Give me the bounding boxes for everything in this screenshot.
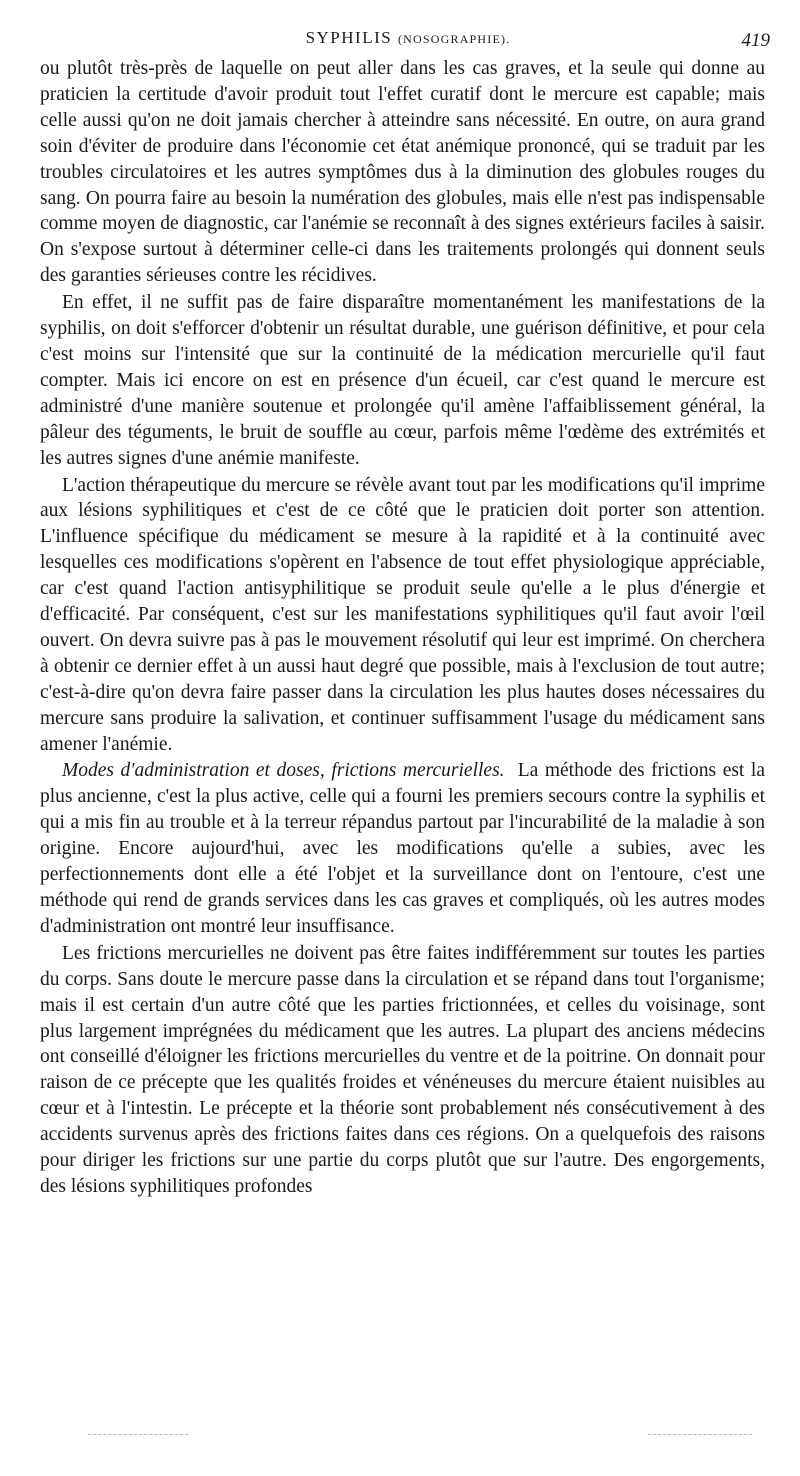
paragraph: Les frictions mercurielles ne doivent pas être faites indifféremment sur toutes les parties du corps. Sans doute le mercure passe dans la circulation et se répand dans tout l'organisme; mais il est certain d'un autre côté que les parties frictionnées, et celles du voisinage, sont plus largement imprégnées du médicament que les autres. La plupart des anciens médecins ont conseillé d'éloigner les frictions mercurielles du ventre et de la poitrine. On donnait pour raison de ce précepte que les qualités froides et vénéneuses du mercure étaient nuisibles au cœur et à l'intestin. Le précepte et la théorie sont probablement nés consécutivement à des accidents survenus après des frictions faites dans ces régions. On a quelquefois des raisons pour diriger les frictions sur une partie du corps plutôt que sur l'autre. Des engorgements, des lésions syphilitiques profondes	[40, 942, 765, 1197]
running-title	[46, 28, 770, 48]
paragraph: En effet, il ne suffit pas de faire disparaître momentanément les manifestations de la syphilis, on doit s'efforcer d'obtenir un résultat durable, une guérison définitive, et pour cela c'est moins sur l'intensité que sur la continuité de la médication mercurielle qu'il faut compter. Mais ici encore on est en présence d'un écueil, car c'est quand le mercure est administré d'une manière soutenue et prolongée qu'il amène l'affaiblissement général, la pâleur des téguments, le bruit de souffle au cœur, parfois même l'œdème des extrémités et les autres signes d'une anémie manifeste.	[40, 292, 765, 469]
paragraph: ou plutôt très-près de laquelle on peut aller dans les cas graves, et la seule qui donne au praticien la certitude d'avoir produit tout l'effet curatif dont le mercure est capable; mais celle aussi qu'on ne doit jamais chercher à atteindre sans nécessité. En outre, on aura grand soin d'éviter de produire dans l'économie cet état anémique prononcé, qui se traduit par les troubles circulatoires et les autres symptômes dus à la diminution des globules rouges du sang. On pourra faire au besoin la numération des globules, mais elle n'est pas indispensable comme moyen de diagnostic, car l'anémie se reconnaît à des signes extérieurs faciles à saisir. On s'expose surtout à déterminer celle-ci dans les traitements prolongés qui donnent seuls des garanties sérieuses contre les récidives.	[40, 58, 765, 287]
scan-mark	[648, 1434, 752, 1435]
header-title: SYPHILIS	[305, 28, 393, 47]
paragraph: L'action thérapeutique du mercure se révèle avant tout par les modifications qu'il imprime aux lésions syphilitiques et c'est de ce côté que le praticien doit porter son attention. L'influence spécifique du médicament se mesure à la rapidité et à la continuité avec lesquelles ces modifications s'opèrent en l'absence de tout effet physiologique appréciable, car c'est quand l'action antisyphilitique se produit seule qu'elle a le plus d'énergie et d'efficacité. Par conséquent, c'est sur les manifestations syphilitiques qu'il faut avoir l'œil ouvert. On devra suivre pas à pas le mouvement résolutif qui leur est imprimé. On cherchera à obtenir ce dernier effet à un aussi haut degré que possible, mais à l'exclusion de tout autre; c'est-à-dire qu'on devra faire passer dans la circulation les plus hautes doses nécessaires du mercure sans produire la salivation, et continuer suffisamment l'usage du médicament sans amener l'anémie.	[40, 474, 765, 755]
running-header	[46, 28, 770, 54]
paragraph	[40, 758, 765, 939]
header-subtitle: (NOSOGRAPHIE).	[397, 32, 511, 46]
body-text	[40, 56, 765, 1201]
paragraph-text: La méthode des frictions est la plus ancienne, c'est la plus active, celle qui a fourni les premiers secours contre la syphilis et qui a mis fin au trouble et à la terreur répandus partout par l'incurabilité de la maladie à son origine. Encore aujourd'hui, avec les modifications qu'elle a subies, avec les perfectionnements dont elle a été l'objet et la surveillance dont on l'entoure, c'est une méthode qui rend de grands services dans les cas graves et compliqués, où les autres modes d'administration ont montré leur insuffisance.	[40, 760, 765, 937]
scan-mark	[88, 1434, 188, 1435]
page-number: 419	[741, 30, 770, 51]
section-heading: Modes d'administration et doses, frictions mercurielles.	[62, 760, 505, 782]
scan-artifacts	[0, 1430, 800, 1442]
